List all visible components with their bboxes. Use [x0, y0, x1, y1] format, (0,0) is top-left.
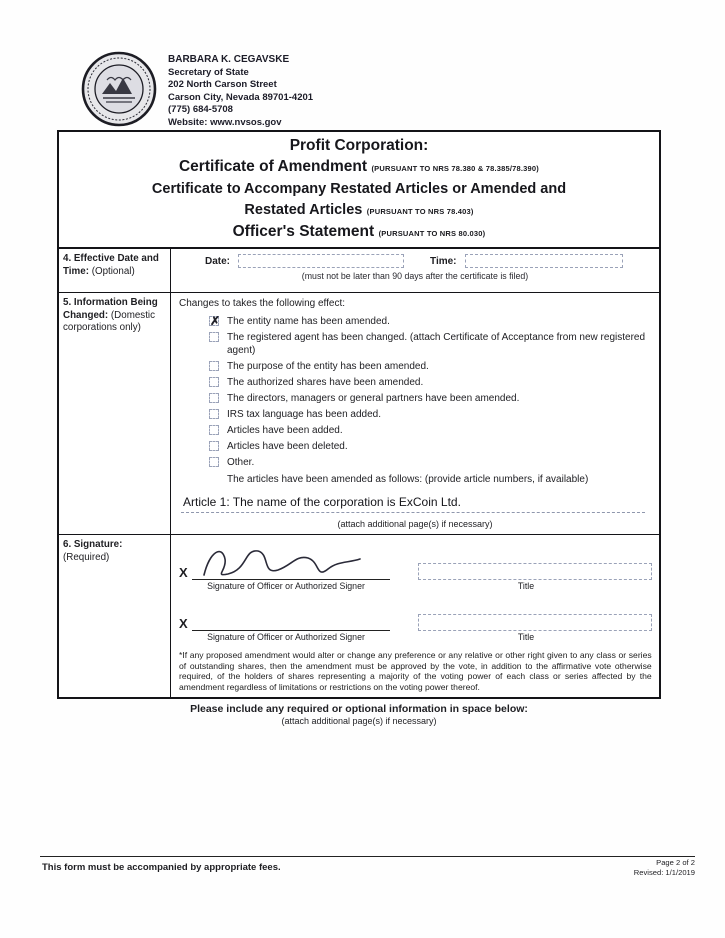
title-caption: Title [517, 581, 535, 591]
section4-label-cell [59, 249, 171, 292]
section4-content-cell [171, 249, 659, 292]
official-title: Secretary of State [168, 66, 249, 78]
change-options-list [209, 315, 651, 469]
include-attach-note: (attach additional page(s) if necessary) [281, 716, 437, 727]
section6-label-cell [59, 535, 171, 697]
letterhead-text [168, 50, 313, 129]
section5-label-line1: 5. Information Being [63, 297, 158, 308]
entity-name-checkbox[interactable]: ✗ [210, 314, 221, 328]
nevada-state-seal-icon [80, 50, 158, 128]
articles-deleted-checkbox[interactable] [209, 441, 219, 451]
signature-field-1[interactable] [192, 550, 390, 580]
signature-caption: Signature of Officer or Authorized Signer [207, 581, 365, 591]
title-officers-statement: Officer's Statement [232, 223, 375, 240]
section5-content-cell [171, 293, 659, 534]
articles-amended-note: The articles have been amended as follows: (provide article numbers, if available) [227, 474, 589, 485]
effective-date-note: (must not be later than 90 days after the certificate is filed) [301, 271, 529, 281]
checkbox-label: Articles have been deleted. [227, 441, 348, 452]
title-nrs-ref-3: (PURSUANT TO NRS 80.030) [378, 229, 486, 238]
handwritten-signature-icon [198, 543, 368, 587]
revision-date: Revised: 1/1/2019 [633, 867, 695, 877]
section5-label-line3: corporations only) [63, 322, 141, 333]
section5-label-changed: Changed: [63, 309, 109, 321]
footer-divider [40, 856, 695, 857]
section6-label-signature: 6. Signature: [63, 539, 123, 550]
signature-x-label: X [179, 565, 188, 580]
checkbox-label: IRS tax language has been added. [227, 409, 382, 420]
checkbox-label: Articles have been added. [227, 425, 343, 436]
section4-label-line1: 4. Effective Date and [63, 253, 159, 264]
title-restated-articles: Restated Articles [244, 201, 363, 218]
page-number: Page 2 of 2 [656, 858, 695, 867]
section-signature [59, 535, 659, 697]
checkbox-row-directors [209, 392, 651, 405]
date-label: Date: [205, 255, 231, 267]
section4-label-line2 [63, 266, 166, 279]
form-title-line3: Certificate to Accompany Restated Articles or Amended and [151, 181, 567, 197]
form-body [57, 247, 661, 726]
title-field-2[interactable] [418, 614, 652, 631]
date-time-line [205, 254, 651, 268]
section5-label-cell [59, 293, 171, 534]
form-title-line5 [61, 222, 657, 245]
checkbox-label: The directors, managers or general partners have been amended. [227, 393, 520, 404]
letterhead [80, 50, 313, 129]
signature-field-2[interactable] [192, 601, 390, 631]
signature-caption: Signature of Officer or Authorized Signer [207, 632, 365, 642]
checkbox-row-purpose [209, 360, 651, 373]
phone-number: (775) 684-5708 [168, 104, 233, 115]
title-nrs-ref-2: (PURSUANT TO NRS 78.403) [366, 206, 474, 216]
irs-tax-checkbox[interactable] [209, 409, 219, 419]
form-title-line4 [61, 200, 657, 223]
purpose-checkbox[interactable] [209, 361, 219, 371]
website-line [168, 117, 313, 130]
checkbox-label: The registered agent has been changed. (attach Certificate of Acceptance from new registered agent) [227, 332, 646, 356]
checkbox-row-entity-name [209, 315, 651, 328]
form-table [57, 247, 661, 699]
signature-row-1 [179, 550, 652, 580]
checkbox-row-other [209, 456, 651, 469]
section4-label-optional: (Optional) [91, 265, 135, 277]
time-label: Time: [430, 255, 457, 267]
signature-captions-2 [179, 632, 652, 642]
authorized-shares-checkbox[interactable] [209, 377, 219, 387]
attach-pages-note: (attach additional page(s) if necessary) [337, 519, 493, 529]
title-caption: Title [517, 632, 535, 642]
title-certificate-of-amendment: Certificate of Amendment [178, 157, 368, 175]
page-info [634, 858, 695, 877]
signature-row-2 [179, 601, 652, 631]
time-field[interactable] [465, 254, 623, 268]
signature-footnote: *If any proposed amendment would alter or change any preference or any relative or other right given to any class or series of outstanding shares, then the amendment must be approved by the vote, in addition to the affirmative vote otherwise required, of the holders of shares representing a majority of the voting power of each class or series affected by the amendment regardless of limitations or restrictions on the voting power thereof. [179, 650, 652, 692]
changes-intro-text: Changes to takes the following effect: [179, 298, 346, 309]
section6-label-required: (Required) [63, 551, 110, 563]
section5-label-line2 [63, 310, 166, 323]
title-field-1[interactable] [418, 563, 652, 580]
section-effective-date [59, 249, 659, 293]
website-url: www.nvsos.gov [210, 116, 282, 128]
checkbox-row-articles-deleted [209, 440, 651, 453]
other-checkbox[interactable] [209, 457, 219, 467]
registered-agent-checkbox[interactable] [209, 332, 219, 342]
form-title-line2 [61, 157, 657, 180]
checkbox-label: Other. [227, 457, 255, 468]
include-info-heading: Please include any required or optional information in space below: [190, 703, 528, 716]
form-title-line1: Profit Corporation: [289, 137, 429, 154]
directors-checkbox[interactable] [209, 393, 219, 403]
checkbox-label: The entity name has been amended. [227, 316, 390, 327]
official-name: BARBARA K. CEGAVSKE [168, 54, 290, 65]
title-nrs-ref-1: (PURSUANT TO NRS 78.380 & 78.385/78.390) [371, 163, 539, 173]
signature-x-label: X [179, 616, 188, 631]
section6-content-cell [171, 535, 660, 697]
section-information-changed [59, 293, 659, 535]
fees-note: This form must be accompanied by appropriate fees. [42, 862, 281, 873]
section5-label-domestic: (Domestic [110, 309, 155, 321]
article-amendment-field[interactable]: Article 1: The name of the corporation is ExCoin Ltd. [181, 495, 645, 513]
form-title-box [57, 130, 661, 253]
checkbox-label: The purpose of the entity has been amended. [227, 361, 429, 372]
address-line-2: Carson City, Nevada 89701-4201 [168, 91, 314, 103]
checkbox-row-articles-added [209, 424, 651, 437]
checkbox-row-irs-tax [209, 408, 651, 421]
date-field[interactable] [238, 254, 404, 268]
checkbox-row-authorized-shares [209, 376, 651, 389]
section4-label-time: Time: [63, 265, 89, 277]
articles-added-checkbox[interactable] [209, 425, 219, 435]
checkbox-label: The authorized shares have been amended. [227, 377, 424, 388]
additional-info-block [57, 703, 661, 726]
website-label: Website: [168, 116, 208, 128]
address-line-1: 202 North Carson Street [168, 79, 277, 90]
checkbox-row-registered-agent [209, 331, 651, 357]
